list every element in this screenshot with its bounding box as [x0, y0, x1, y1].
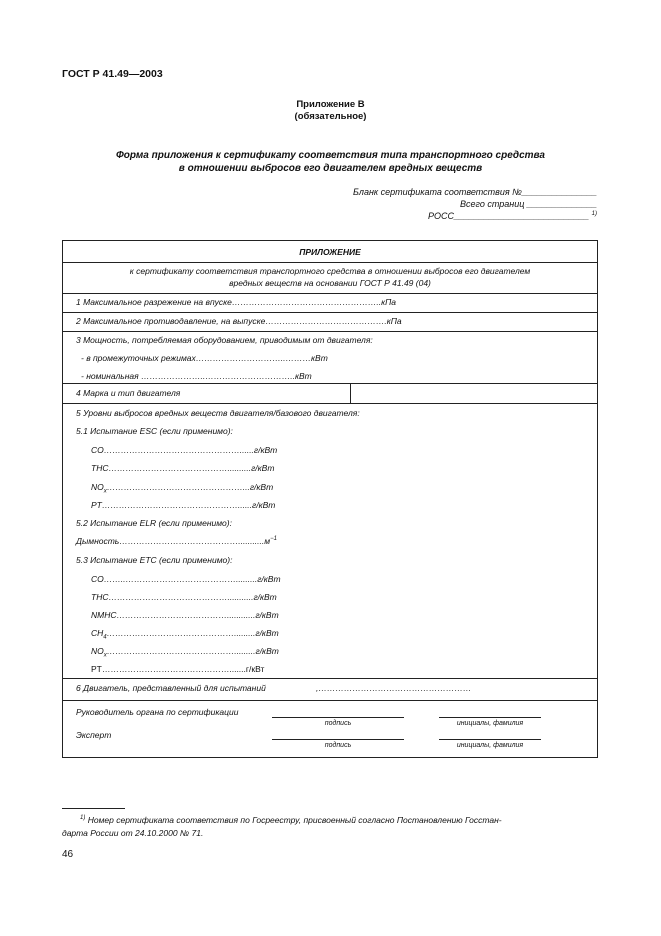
row-engine-make-type: 4 Марка и тип двигателя [76, 388, 181, 398]
footnote-line-1: $^{1)}$ Номер сертификата соответствия по Госреестру, присвоенный согласно Постановлению Госстан- [80, 815, 502, 825]
table-title: ПРИЛОЖЕНИЕ [299, 247, 361, 257]
etc-nmhc: NMHC…………………………………............г/кВт [91, 610, 279, 620]
blank-certificate-number: Бланк сертификата соответствия №_______________ [353, 187, 597, 197]
elr-test-title: 5.2 Испытание ELR (если применимо): [76, 518, 232, 528]
blank-total-pages: Всего страниц ______________ [460, 199, 597, 209]
esc-nox: $NO_x\dots\dots\dots\dots\dots\dots\dots\dots\dots\dots\dots\dots\dots\dots\dots\dots...г$/кВт [91, 482, 274, 495]
expert-signature-caption: подпись [324, 742, 352, 749]
document-code: ГОСТ Р 41.49—2003 [62, 68, 163, 80]
row-max-intake-vacuum: 1 Максимальное разрежение на впуске……………………………………………..кПа [76, 297, 396, 307]
etc-test-title: 5.3 Испытание ETC (если применимо): [76, 555, 233, 565]
table-subtitle-2: вредных веществ на основании ГОСТ Р 41.49 (04) [229, 278, 431, 288]
footnote-mark: 1) [591, 211, 597, 217]
esc-pt: PT…………………………………………......г/кВт [91, 500, 276, 510]
row-max-back-pressure: 2 Максимальное противодавление, на выпуске…………………………………….кПа [76, 316, 402, 326]
etc-thc: THC……………………………………...........г/кВт [91, 592, 277, 602]
head-signature-caption: подпись [324, 720, 352, 727]
esc-thc: THC……………………………………..........г/кВт [91, 463, 275, 473]
table-subtitle-1: к сертификату соответствия транспортного средства в отношении выбросов его двигателем [129, 266, 531, 276]
head-initials-caption: инициалы, фамилия [456, 720, 524, 727]
appendix-title: Приложение В [296, 99, 365, 110]
etc-nox: $NO_x\dots\dots\dots\dots\dots\dots\dots\dots\dots\dots\dots\dots\dots\dots\dots.........г$/кВт [91, 646, 279, 659]
head-signature-line [272, 717, 404, 718]
expert-signature-line [272, 739, 404, 740]
form-title-line-1: Форма приложения к сертификату соответствия типа транспортного средства [116, 150, 545, 161]
row-power-intermediate: - в промежуточных режимах…………………………..………кВт [81, 353, 328, 363]
row-engine-submitted-dots: ,……………………………………………… [316, 683, 472, 693]
head-of-certification-label: Руководитель органа по сертификации [76, 707, 239, 717]
expert-initials-line [439, 739, 541, 740]
row-emission-levels: 5 Уровни выбросов вредных веществ двигателя/базового двигателя: [76, 408, 360, 418]
etc-co: CO……..………………………………….........г/кВт [91, 574, 281, 584]
head-initials-line [439, 717, 541, 718]
elr-smoke: $Дымность\dots\dots\dots\dots\dots\dots\dots\dots\dots\dots\dots\dots\dots\dots...........м^{-1}$ [76, 536, 277, 546]
form-title-line-2: в отношении выбросов его двигателем вредных веществ [178, 163, 483, 174]
page-number: 46 [62, 849, 74, 860]
appendix-status: (обязательное) [294, 111, 367, 122]
row-power-absorbed: 3 Мощность, потребляемая оборудованием, приводимым от двигателя: [76, 335, 373, 345]
etc-ch4: $CH_4\dots\dots\dots\dots\dots\dots\dots\dots\dots\dots\dots\dots\dots\dots\dots.........г$/кВт [91, 628, 279, 641]
etc-pt: PT……………………………………….......г/кВт [91, 664, 265, 674]
appendix-table [62, 240, 598, 758]
footnote-separator [62, 808, 125, 809]
blank-ross-line: РОСС___________________________ $^{1)}$ [427, 211, 597, 221]
expert-initials-caption: инициалы, фамилия [456, 742, 524, 749]
esc-co: CO…………………………………………......г/кВт [91, 445, 278, 455]
row-power-rated: - номинальная …………………..…………………………..кВт [81, 371, 312, 381]
esc-test-title: 5.1 Испытание ESC (если применимо): [76, 426, 233, 436]
row-engine-submitted: 6 Двигатель, представленный для испытаний [76, 683, 266, 693]
expert-label: Эксперт [76, 730, 112, 740]
footnote-line-2: дарта России от 24.10.2000 № 71. [62, 828, 204, 838]
